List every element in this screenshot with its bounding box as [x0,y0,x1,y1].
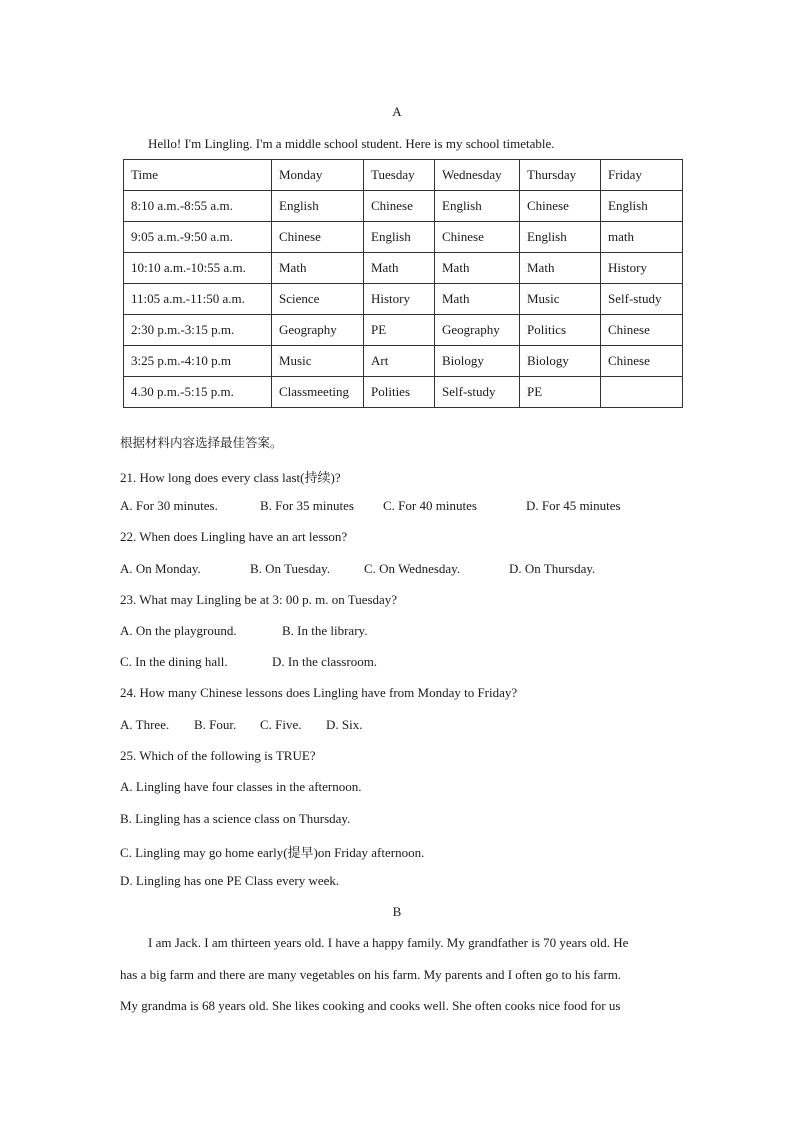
q24-option-c: C. Five. [260,717,302,732]
q22-option-c: C. On Wednesday. [364,561,461,576]
timetable-cell: 2:30 p.m.-3:15 p.m. [124,315,272,346]
timetable-cell: Chinese [272,222,364,253]
timetable-cell: Biology [435,346,520,377]
q21-option-a: A. For 30 minutes. [120,498,218,513]
q22-option-a: A. On Monday. [120,561,201,576]
timetable-cell: math [601,222,683,253]
timetable-cell: Chinese [601,346,683,377]
timetable-cell: Chinese [601,315,683,346]
timetable-cell: Math [364,253,435,284]
timetable-cell: 9:05 a.m.-9:50 a.m. [124,222,272,253]
passage-line-1: I am Jack. I am thirteen years old. I have a happy family. My grandfather is 70 years old. He [148,935,629,950]
instruction-text: 根据材料内容选择最佳答案。 [120,435,283,450]
timetable-row [124,253,683,284]
timetable-cell: Polities [364,377,435,408]
q24-option-b: B. Four. [194,717,237,732]
timetable-row [124,346,683,377]
timetable-cell: Math [272,253,364,284]
timetable-cell: English [364,222,435,253]
timetable-row [124,191,683,222]
timetable-cell: Classmeeting [272,377,364,408]
timetable-header-cell: Thursday [520,160,601,191]
timetable-cell: English [520,222,601,253]
timetable-cell: Geography [435,315,520,346]
section-a-intro: Hello! I'm Lingling. I'm a middle school student. Here is my school timetable. [148,136,555,151]
timetable-cell: Science [272,284,364,315]
question-25-stem: 25. Which of the following is TRUE? [120,748,316,763]
timetable-row [124,284,683,315]
timetable-cell: 3:25 p.m.-4:10 p.m [124,346,272,377]
timetable-cell: History [364,284,435,315]
timetable-cell: English [272,191,364,222]
q25-option-a: A. Lingling have four classes in the afternoon. [120,779,362,794]
timetable-cell: 11:05 a.m.-11:50 a.m. [124,284,272,315]
q24-option-d: D. Six. [326,717,363,732]
q22-option-d: D. On Thursday. [509,561,596,576]
timetable-header-cell: Time [124,160,272,191]
q24-option-a: A. Three. [120,717,170,732]
timetable-cell: Chinese [364,191,435,222]
timetable-cell: 4.30 p.m.-5:15 p.m. [124,377,272,408]
timetable-cell [601,377,683,408]
section-a-heading: A [392,104,402,119]
timetable-cell: Math [435,253,520,284]
timetable-cell: Math [435,284,520,315]
timetable-cell: English [601,191,683,222]
timetable-row [124,315,683,346]
passage-line-2: has a big farm and there are many vegetables on his farm. My parents and I often go to his farm. [120,967,622,982]
q21-option-d: D. For 45 minutes [526,498,621,513]
timetable-cell: Geography [272,315,364,346]
q21-option-b: B. For 35 minutes [260,498,354,513]
question-23-stem: 23. What may Lingling be at 3: 00 p. m. on Tuesday? [120,592,398,607]
question-21-stem: 21. How long does every class last(持续)? [120,470,341,485]
timetable-cell: Chinese [520,191,601,222]
timetable-header-cell: Wednesday [435,160,520,191]
timetable-header-cell: Friday [601,160,683,191]
timetable-row [124,377,683,408]
timetable-cell: Chinese [435,222,520,253]
timetable-cell: PE [520,377,601,408]
question-24-stem: 24. How many Chinese lessons does Lingling have from Monday to Friday? [120,685,518,700]
timetable-cell: 8:10 a.m.-8:55 a.m. [124,191,272,222]
timetable-cell: Biology [520,346,601,377]
q23-option-c: C. In the dining hall. [120,654,228,669]
timetable-cell: PE [364,315,435,346]
timetable-cell: English [435,191,520,222]
q21-option-c: C. For 40 minutes [383,498,477,513]
timetable-cell: History [601,253,683,284]
timetable-cell: 10:10 a.m.-10:55 a.m. [124,253,272,284]
section-b-heading: B [392,904,402,919]
question-22-stem: 22. When does Lingling have an art lesson? [120,529,348,544]
q25-option-d: D. Lingling has one PE Class every week. [120,873,340,888]
timetable-cell: Math [520,253,601,284]
q23-option-d: D. In the classroom. [272,654,378,669]
q25-option-b: B. Lingling has a science class on Thursday. [120,811,351,826]
q23-option-a: A. On the playground. [120,623,237,638]
timetable-header-cell: Monday [272,160,364,191]
q22-option-b: B. On Tuesday. [250,561,331,576]
timetable-header-row [124,160,683,191]
timetable-cell: Politics [520,315,601,346]
passage-line-3: My grandma is 68 years old. She likes cooking and cooks well. She often cooks nice food for us [120,998,621,1013]
timetable-cell: Music [520,284,601,315]
timetable-row [124,222,683,253]
timetable-cell: Self-study [601,284,683,315]
q23-option-b: B. In the library. [282,623,368,638]
timetable-header-cell: Tuesday [364,160,435,191]
timetable-cell: Self-study [435,377,520,408]
timetable-cell: Music [272,346,364,377]
timetable [123,159,683,408]
timetable-cell: Art [364,346,435,377]
q25-option-c: C. Lingling may go home early(提早)on Friday afternoon. [120,845,425,860]
